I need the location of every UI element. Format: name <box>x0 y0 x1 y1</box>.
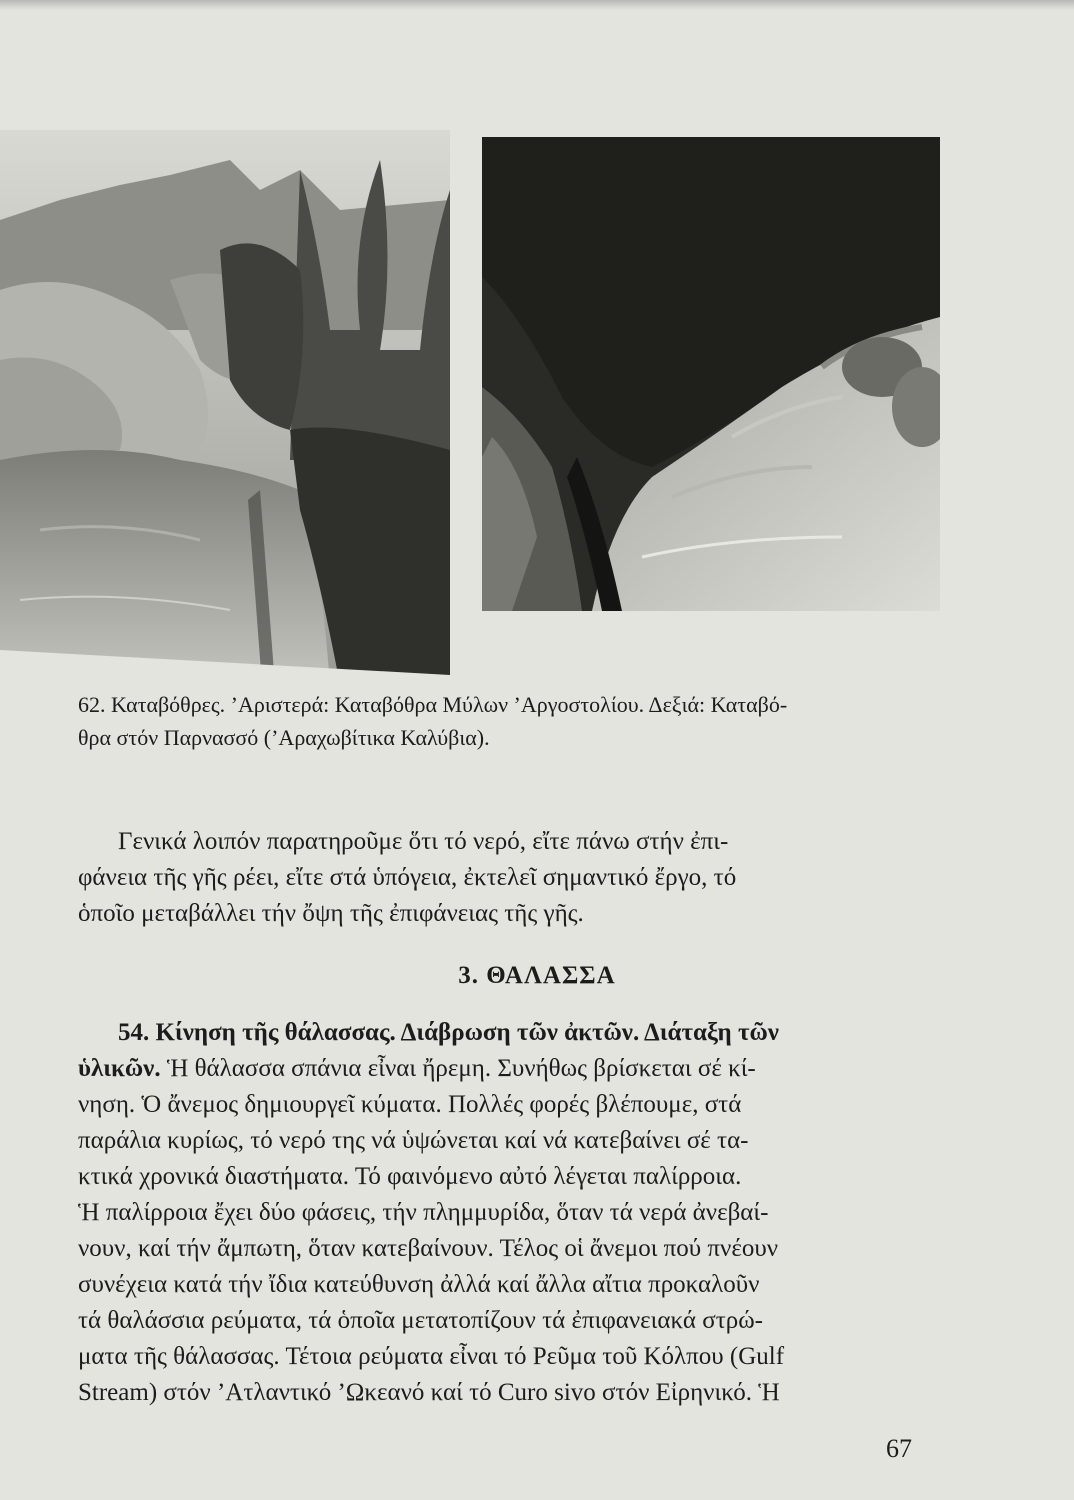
text-line: συνέχεια κατά τήν ἴδια κατεύθυνση ἀλλά καί ἄλλα αἴτια προκαλοῦν <box>78 1271 760 1298</box>
photo-katavothra-mylon <box>0 130 450 685</box>
text-line: κτικά χρονικά διαστήματα. Τό φαινόμενο αὐτό λέγεται παλίρροια. <box>78 1163 742 1190</box>
text-line: ὁποῖο μεταβάλλει τήν ὄψη τῆς ἐπιφάνειας τῆς γῆς. <box>78 900 584 927</box>
photo-left-image <box>0 130 450 685</box>
text-line <box>78 1051 918 1087</box>
text-line: ματα τῆς θάλασσας. Τέτοια ρεύματα εἶναι τό Ρεῦμα τοῦ Κόλπου (Gulf <box>78 1343 785 1370</box>
photo-right-image <box>482 137 940 611</box>
text-line: παράλια κυρίως, τό νερό της νά ὑψώνεται καί νά κατεβαίνει σέ τα- <box>78 1127 749 1154</box>
text-line-rest: Ἡ θάλασσα σπάνια εἶναι ἤρεμη. Συνήθως βρίσκεται σέ κί- <box>160 1055 756 1082</box>
text-line: Stream) στόν ’Ατλαντικό ’Ωκεανό καί τό Curo sivo στόν Εἰρηνικό. Ἡ <box>78 1379 780 1406</box>
figure-caption <box>78 688 938 754</box>
subsection-title-text: 54. Κίνηση τῆς θάλασσας. Διάβρωση τῶν ἀκτῶν. Διάταξη τῶν <box>118 1019 779 1046</box>
text-line: τά θαλάσσια ρεύματα, τά ὁποῖα μετατοπίζουν τά ἐπιφανειακά στρώ- <box>78 1307 763 1334</box>
subsection-title <box>78 1015 918 1051</box>
page-edge-shadow <box>0 0 1074 10</box>
text-line: νουν, καί τήν ἄμπωτη, ὅταν κατεβαίνουν. Τέλος οἱ ἄνεμοι πού πνέουν <box>78 1235 779 1262</box>
text-line: Ἡ παλίρροια ἔχει δύο φάσεις, τήν πλημμυρίδα, ὅταν τά νερά ἀνεβαί- <box>78 1199 769 1226</box>
caption-line-2: θρα στόν Παρνασσό (’Αραχωβίτικα Καλύβια). <box>78 725 490 750</box>
paragraph-summary <box>78 824 918 932</box>
subsection-title-end: ὑλικῶν. <box>78 1055 161 1082</box>
page-number: 67 <box>886 1434 912 1463</box>
caption-line-1: 62. Καταβόθρες. ’Αριστερά: Καταβόθρα Μύλων ’Αργοστολίου. Δεξιά: Καταβό- <box>78 692 788 717</box>
text-line: Γενικά λοιπόν παρατηροῦμε ὅτι τό νερό, εἴτε πάνω στήν ἐπι- <box>118 828 729 855</box>
section-heading: 3. ΘΑΛΑΣΣΑ <box>458 962 616 989</box>
text-line: νηση. Ὁ ἄνεμος δημιουργεῖ κύματα. Πολλές φορές βλέπουμε, στά <box>78 1091 742 1118</box>
photo-katavothra-parnassos <box>482 137 940 611</box>
text-line: φάνεια τῆς γῆς ρέει, εἴτε στά ὑπόγεια, ἐκτελεῖ σημαντικό ἔργο, τό <box>78 864 737 891</box>
paragraph-sea-movement <box>78 1015 918 1411</box>
